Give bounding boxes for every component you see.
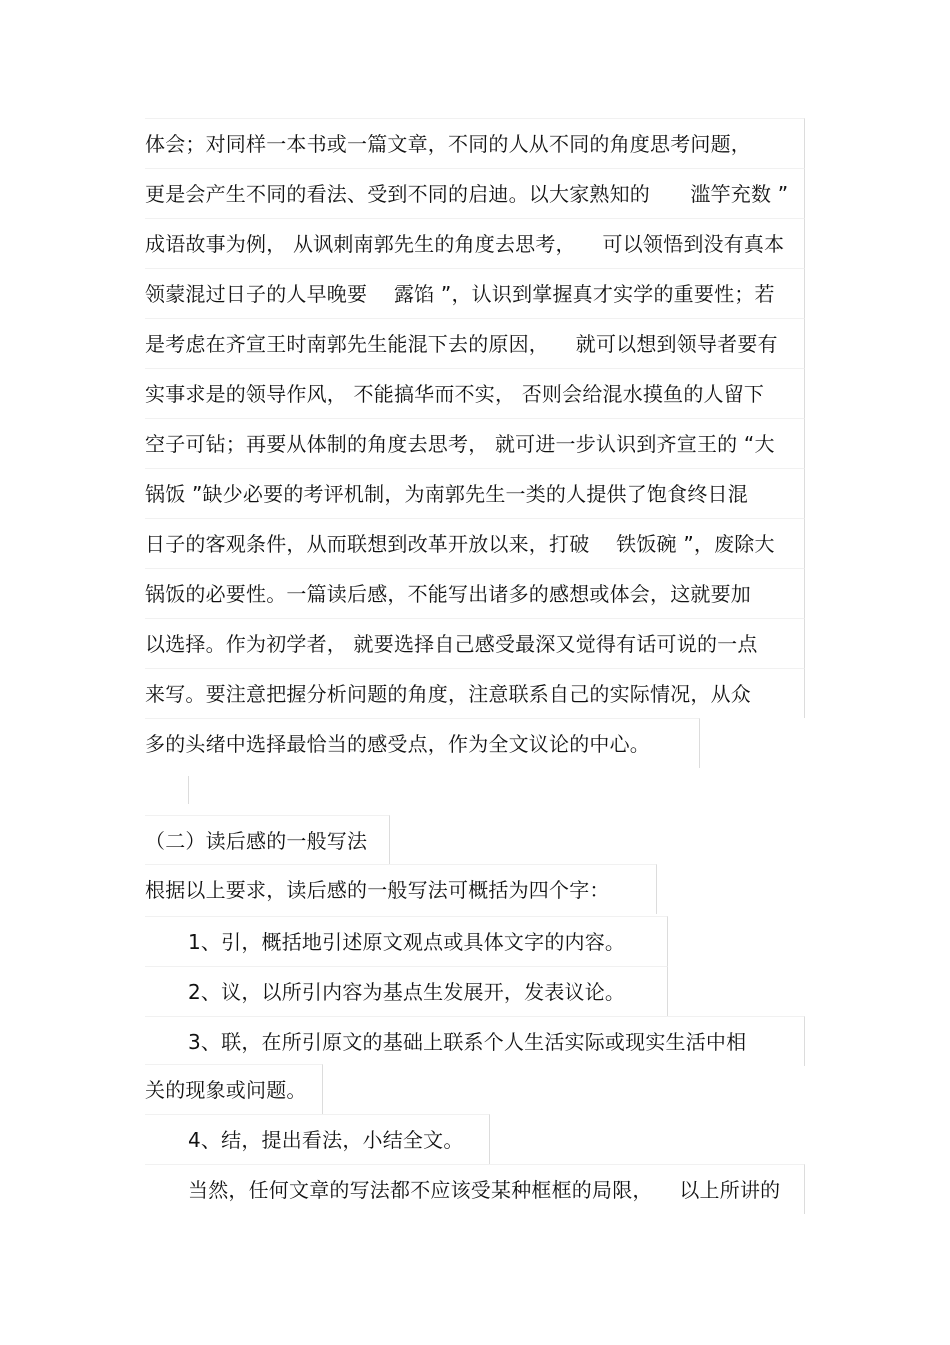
paragraph-line (145, 318, 805, 368)
closing-line (145, 1164, 805, 1214)
paragraph-line (145, 668, 805, 718)
paragraph-line-text: 是考虑在齐宣王时南郭先生能混下去的原因， 就可以想到领导者要有 (145, 332, 778, 356)
list-item-text: 2、议，以所引内容为基点生发展开，发表议论。 (188, 980, 626, 1004)
list-item (145, 916, 668, 966)
list-item-text: 关的现象或问题。 (145, 1078, 307, 1102)
closing-line-text: 当然，任何文章的写法都不应该受某种框框的局限， 以上所讲的 (188, 1178, 781, 1202)
list-item (145, 1114, 490, 1164)
section-heading-text: （二）读后感的一般写法 (145, 829, 368, 853)
paragraph-line-text: 多的头绪中选择最恰当的感受点，作为全文议论的中心。 (145, 732, 650, 756)
paragraph-line (145, 168, 805, 218)
intro-line (145, 864, 657, 914)
list-item-continuation (145, 1064, 323, 1114)
paragraph-line-text: 实事求是的领导作风， 不能搞华而不实， 否则会给混水摸鱼的人留下 (145, 382, 765, 406)
list-item-text: 4、结，提出看法，小结全文。 (188, 1128, 464, 1152)
paragraph-line (145, 618, 805, 668)
paragraph-line (145, 518, 805, 568)
list-item-text: 3、联，在所引原文的基础上联系个人生活实际或现实生活中相 (188, 1030, 747, 1054)
paragraph-line-text: 成语故事为例， 从讽刺南郭先生的角度去思考， 可以领悟到没有真本 (145, 232, 785, 256)
paragraph-line-text: 体会；对同样一本书或一篇文章，不同的人从不同的角度思考问题， (145, 132, 751, 156)
paragraph-line-text: 空子可钻；再要从体制的角度去思考， 就可进一步认识到齐宣王的 “大 (145, 432, 775, 456)
paragraph-line-text: 以选择。作为初学者， 就要选择自己感受最深又觉得有话可说的一点 (145, 632, 758, 656)
list-item (145, 1016, 805, 1066)
list-item (145, 966, 668, 1016)
section-heading (145, 815, 390, 865)
paragraph-line-text: 来写。要注意把握分析问题的角度，注意联系自己的实际情况，从众 (145, 682, 751, 706)
blank-line (145, 776, 189, 804)
paragraph-line (145, 218, 805, 268)
paragraph-line (145, 718, 700, 768)
paragraph-line-text: 更是会产生不同的看法、受到不同的启迪。以大家熟知的 滥竽充数 ” (145, 182, 789, 206)
paragraph-line (145, 418, 805, 468)
paragraph-line (145, 368, 805, 418)
paragraph-line-text: 领蒙混过日子的人早晚要 露馅 ”，认识到掌握真才实学的重要性；若 (145, 282, 775, 306)
paragraph-line (145, 268, 805, 318)
paragraph-line (145, 568, 805, 618)
paragraph-line (145, 468, 805, 518)
paragraph-line-text: 锅饭的必要性。一篇读后感，不能写出诸多的感想或体会，这就要加 (145, 582, 751, 606)
list-item-text: 1、引，概括地引述原文观点或具体文字的内容。 (188, 930, 626, 954)
intro-line-text: 根据以上要求，读后感的一般写法可概括为四个字： (145, 878, 610, 902)
paragraph-line (145, 118, 805, 168)
paragraph-line-text: 锅饭 ”缺少必要的考评机制，为南郭先生一类的人提供了饱食终日混 (145, 482, 748, 506)
paragraph-line-text: 日子的客观条件，从而联想到改革开放以来，打破 铁饭碗 ”，废除大 (145, 532, 775, 556)
